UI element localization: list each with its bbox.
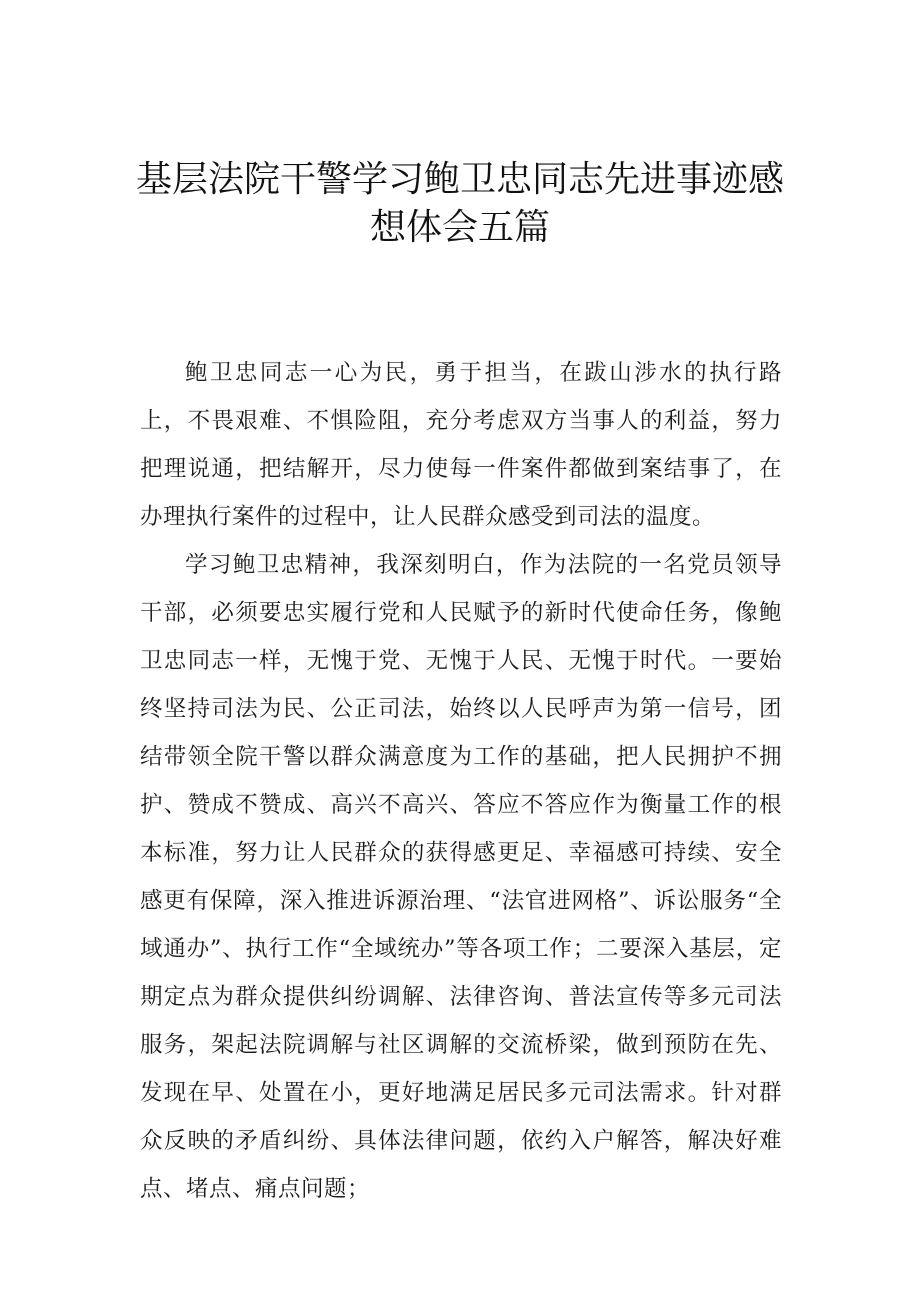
document-title (130, 156, 790, 252)
title-line-2: 想体会五篇 (369, 207, 550, 248)
paragraph-1: 鲍卫忠同志一心为民，勇于担当，在跋山涉水的执行路上，不畏艰难、不惧险阻，充分考虑双方当事人的利益，努力把理说通，把结解开，尽力使每一件案件都做到案结事了，在办理执行案件的过程中，让人民群众感受到司法的温度。 (140, 360, 782, 530)
document-body (140, 349, 782, 1213)
paragraph-2: 学习鲍卫忠精神，我深刻明白，作为法院的一名党员领导干部，必须要忠实履行党和人民赋予的新时代使命任务，像鲍卫忠同志一样，无愧于党、无愧于人民、无愧于时代。一要始终坚持司法为民、公正司法，始终以人民呼声为第一信号，团结带领全院干警以群众满意度为工作的基础，把人民拥护不拥护、赞成不赞成、高兴不高兴、答应不答应作为衡量工作的根本标准，努力让人民群众的获得感更足、幸福感可持续、安全感更有保障，深入推进诉源治理、“法官进网格”、诉讼服务“全域通办”、执行工作“全域统办”等各项工作；二要深入基层，定期定点为群众提供纠纷调解、法律咨询、普法宣传等多元司法服务，架起法院调解与社区调解的交流桥梁，做到预防在先、发现在早、处置在小，更好地满足居民多元司法需求。针对群众反映的矛盾纠纷、具体法律问题，依约入户解答，解决好难点、堵点、痛点问题； (140, 552, 782, 1202)
title-line-1: 基层法院干警学习鲍卫忠同志先进事迹感 (135, 159, 784, 200)
